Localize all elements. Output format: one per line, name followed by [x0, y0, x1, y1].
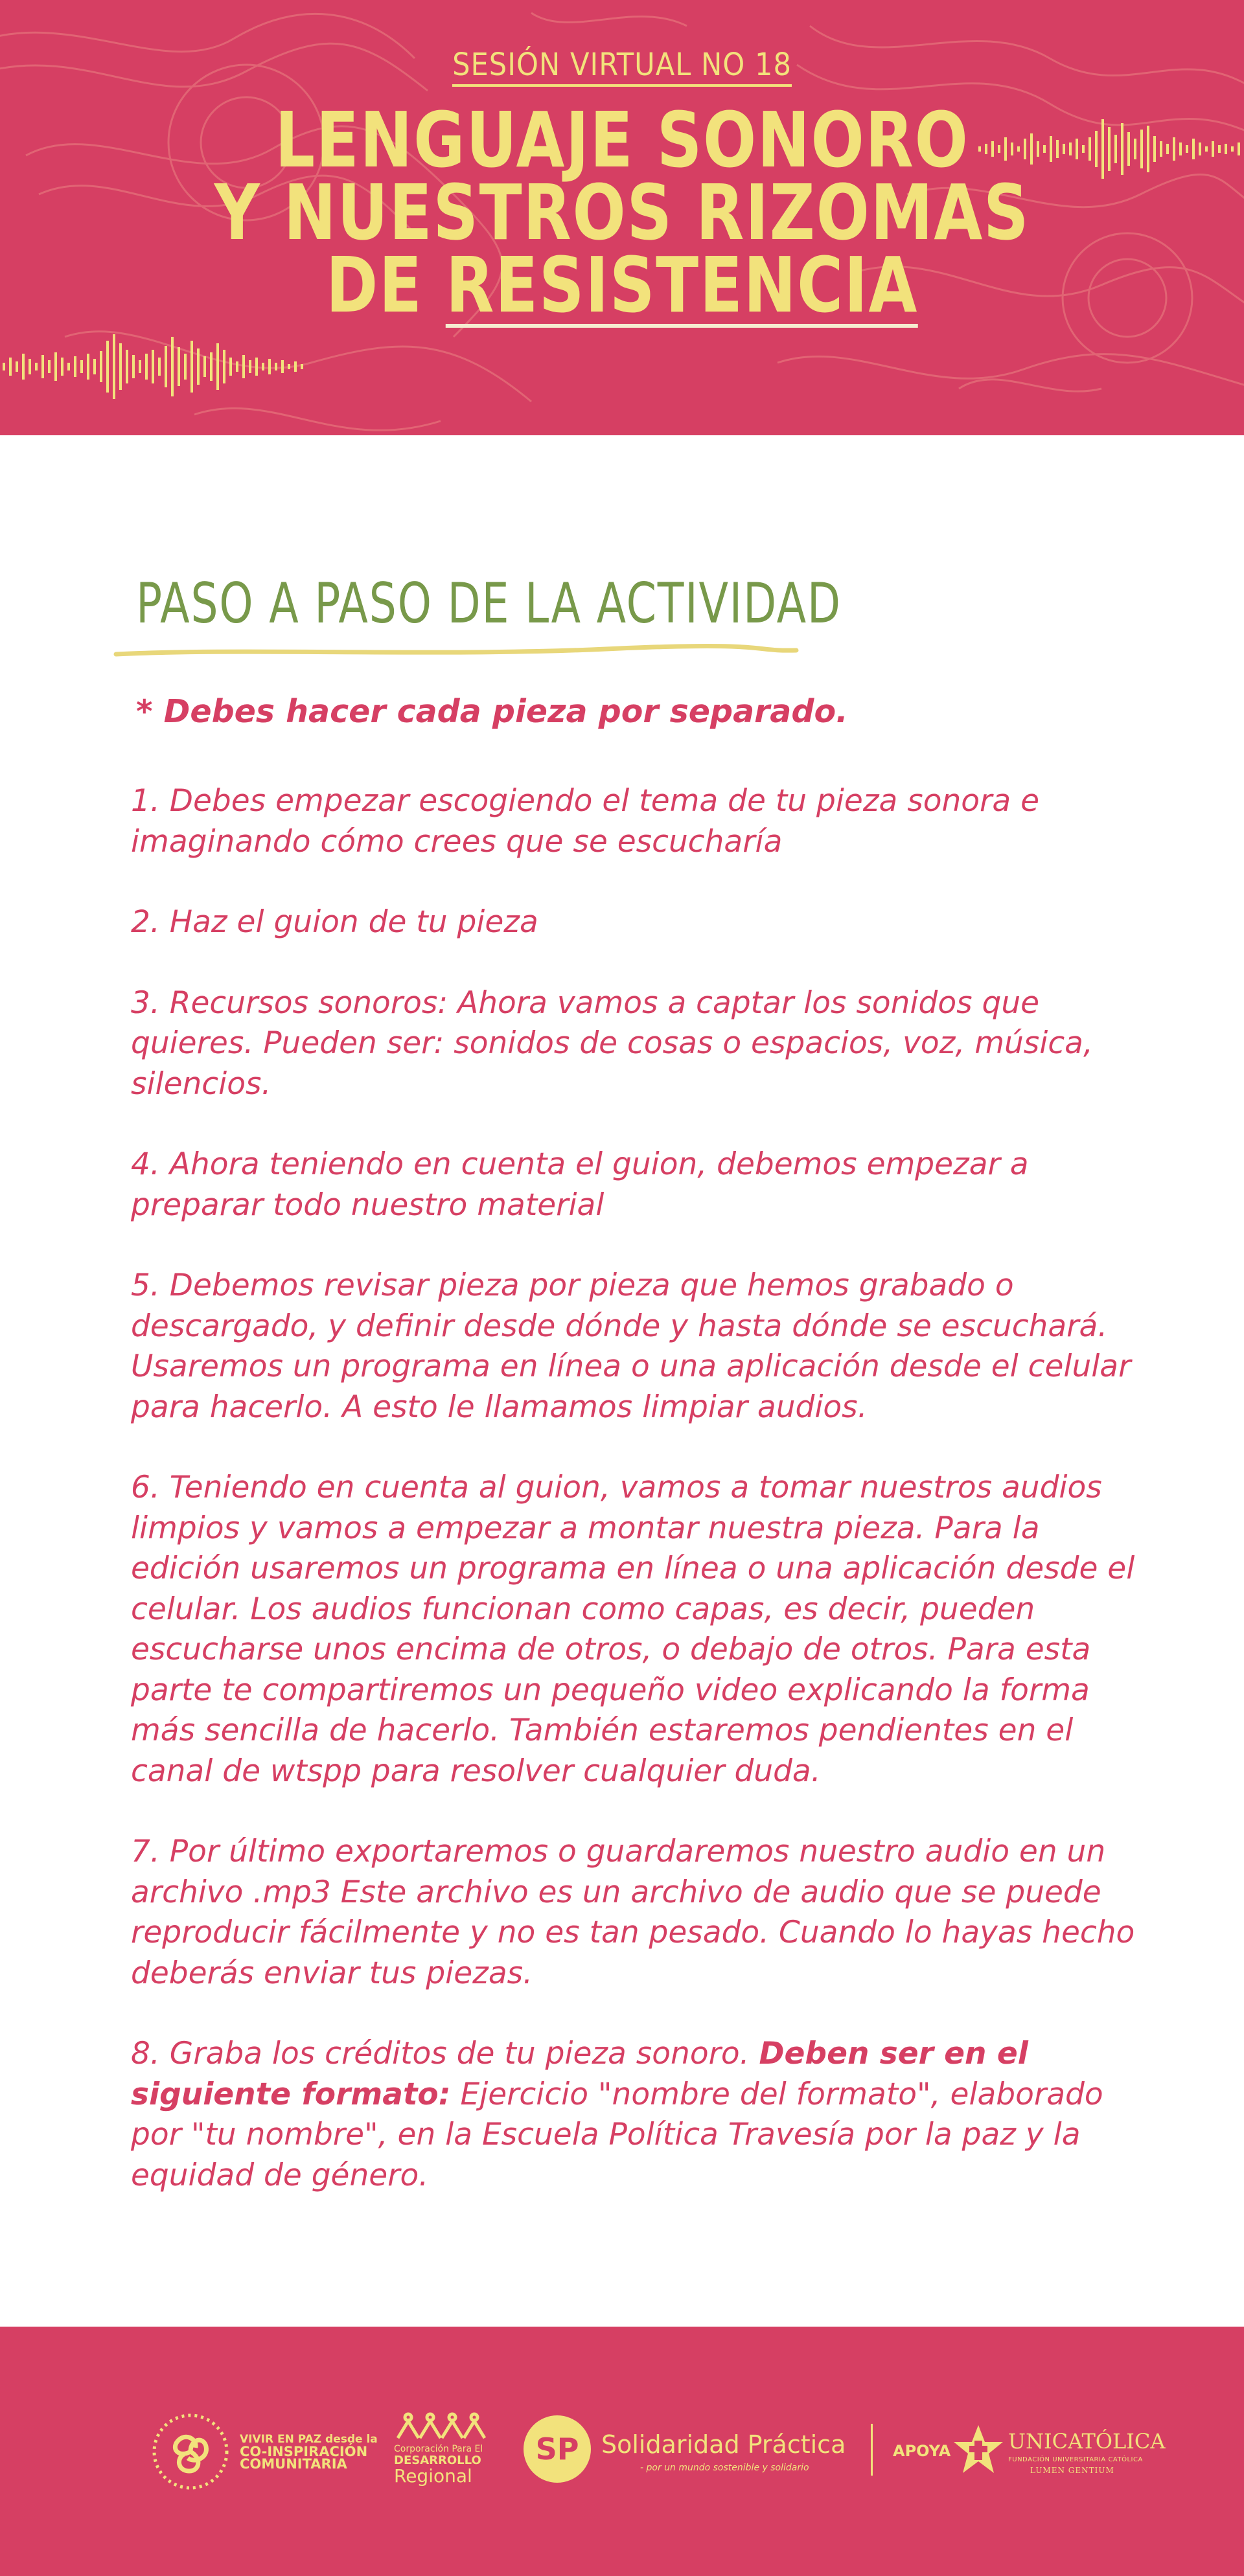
- step-8: 8. Graba los créditos de tu pieza sonoro. Deben ser en el siguiente formato: Ejercicio "nombre del formato", elaborado por "tu nombre", en la Escuela Política Travesía por la paz y la equidad de género.: [131, 2036, 1103, 2193]
- header-banner: [0, 0, 1244, 435]
- footer: [0, 2327, 1244, 2576]
- solidaridad-practica-badge: SP: [524, 2415, 591, 2483]
- page-title: [112, 95, 1132, 330]
- step-1: 1. Debes empezar escogiendo el tema de tu pieza sonora e imaginando cómo crees que se escucharía: [131, 783, 1039, 860]
- solidaridad-practica-tagline: - por un mundo sostenible y solidario: [640, 2463, 809, 2473]
- unicatolica-name: UNICATÓLICA: [1008, 2429, 1166, 2454]
- solidaridad-practica-name: Solidaridad Práctica: [601, 2430, 846, 2459]
- title-line-3: DE RESISTENCIA: [325, 240, 919, 330]
- step-5: 5. Debemos revisar pieza por pieza que hemos grabado o descargado, y definir desde dónde y hasta dónde se escuchará. Usaremos un programa en línea o una aplicación desde el celular para hacerlo. A esto le llamamos limpiar audios.: [131, 1268, 1131, 1425]
- steps-list: [131, 781, 1142, 2236]
- unicatolica-subtitle: FUNDACIÓN UNIVERSITARIA CATÓLICA: [1008, 2456, 1143, 2463]
- title-highlight: RESISTENCIA: [446, 240, 919, 330]
- apoya-label: APOYA: [893, 2442, 951, 2460]
- footer-divider: [871, 2424, 873, 2476]
- step-6: 6. Teniendo en cuenta al guion, vamos a tomar nuestros audios limpios y vamos a empezar a montar nuestra pieza. Para la edición usaremos un programa en línea o una aplicación desde el celular. Los audios funcionan como capas, es decir, pueden escucharse unos encima de otros, o debajo de otros. Para esta parte te compartiremos un pequeño video explicando la forma más sencilla de hacerlo. También estaremos pendientes en el canal de wtspp para resolver cualquier duda.: [131, 1470, 1135, 1789]
- step-8-format-label: Deben ser en el siguiente formato:: [131, 2036, 1028, 2112]
- title-line-1: LENGUAJE SONORO: [275, 95, 969, 185]
- step-4: 4. Ahora teniendo en cuenta el guion, debemos empezar a preparar todo nuestro material: [131, 1146, 1029, 1223]
- triskele-logo-icon: [152, 2413, 229, 2491]
- star-icon: [952, 2424, 1004, 2476]
- session-label: SESIÓN VIRTUAL NO 18: [0, 47, 1244, 83]
- desarrollo-regional-logo: Corporación Para El DESARROLLO Regional: [394, 2444, 483, 2487]
- step-2: 2. Haz el guion de tu pieza: [131, 904, 538, 940]
- section-title: PASO A PASO DE LA ACTIVIDAD: [136, 571, 842, 636]
- vivir-en-paz-logo: VIVIR EN PAZ desde la CO-INSPIRACIÓN COMUNITARIA: [240, 2433, 378, 2472]
- people-icon: [394, 2412, 487, 2442]
- unicatolica-motto: LUMEN GENTIUM: [1030, 2466, 1114, 2475]
- step-7: 7. Por último exportaremos o guardaremos nuestro audio en un archivo .mp3 Este archivo es un archivo de audio que se puede reproducir fácilmente y no es tan pesado. Cuando lo hayas hecho deberás enviar tus piezas.: [131, 1834, 1135, 1991]
- title-line-2: Y NUESTROS RIZOMAS: [214, 168, 1030, 257]
- section-title-underline: [113, 643, 800, 662]
- step-3: 3. Recursos sonoros: Ahora vamos a captar los sonidos que quieres. Pueden ser: sonidos de cosas o espacios, voz, música, silencios.: [131, 985, 1093, 1102]
- activity-note: * Debes hacer cada pieza por separado.: [136, 693, 848, 730]
- activity-content: [0, 435, 1244, 2327]
